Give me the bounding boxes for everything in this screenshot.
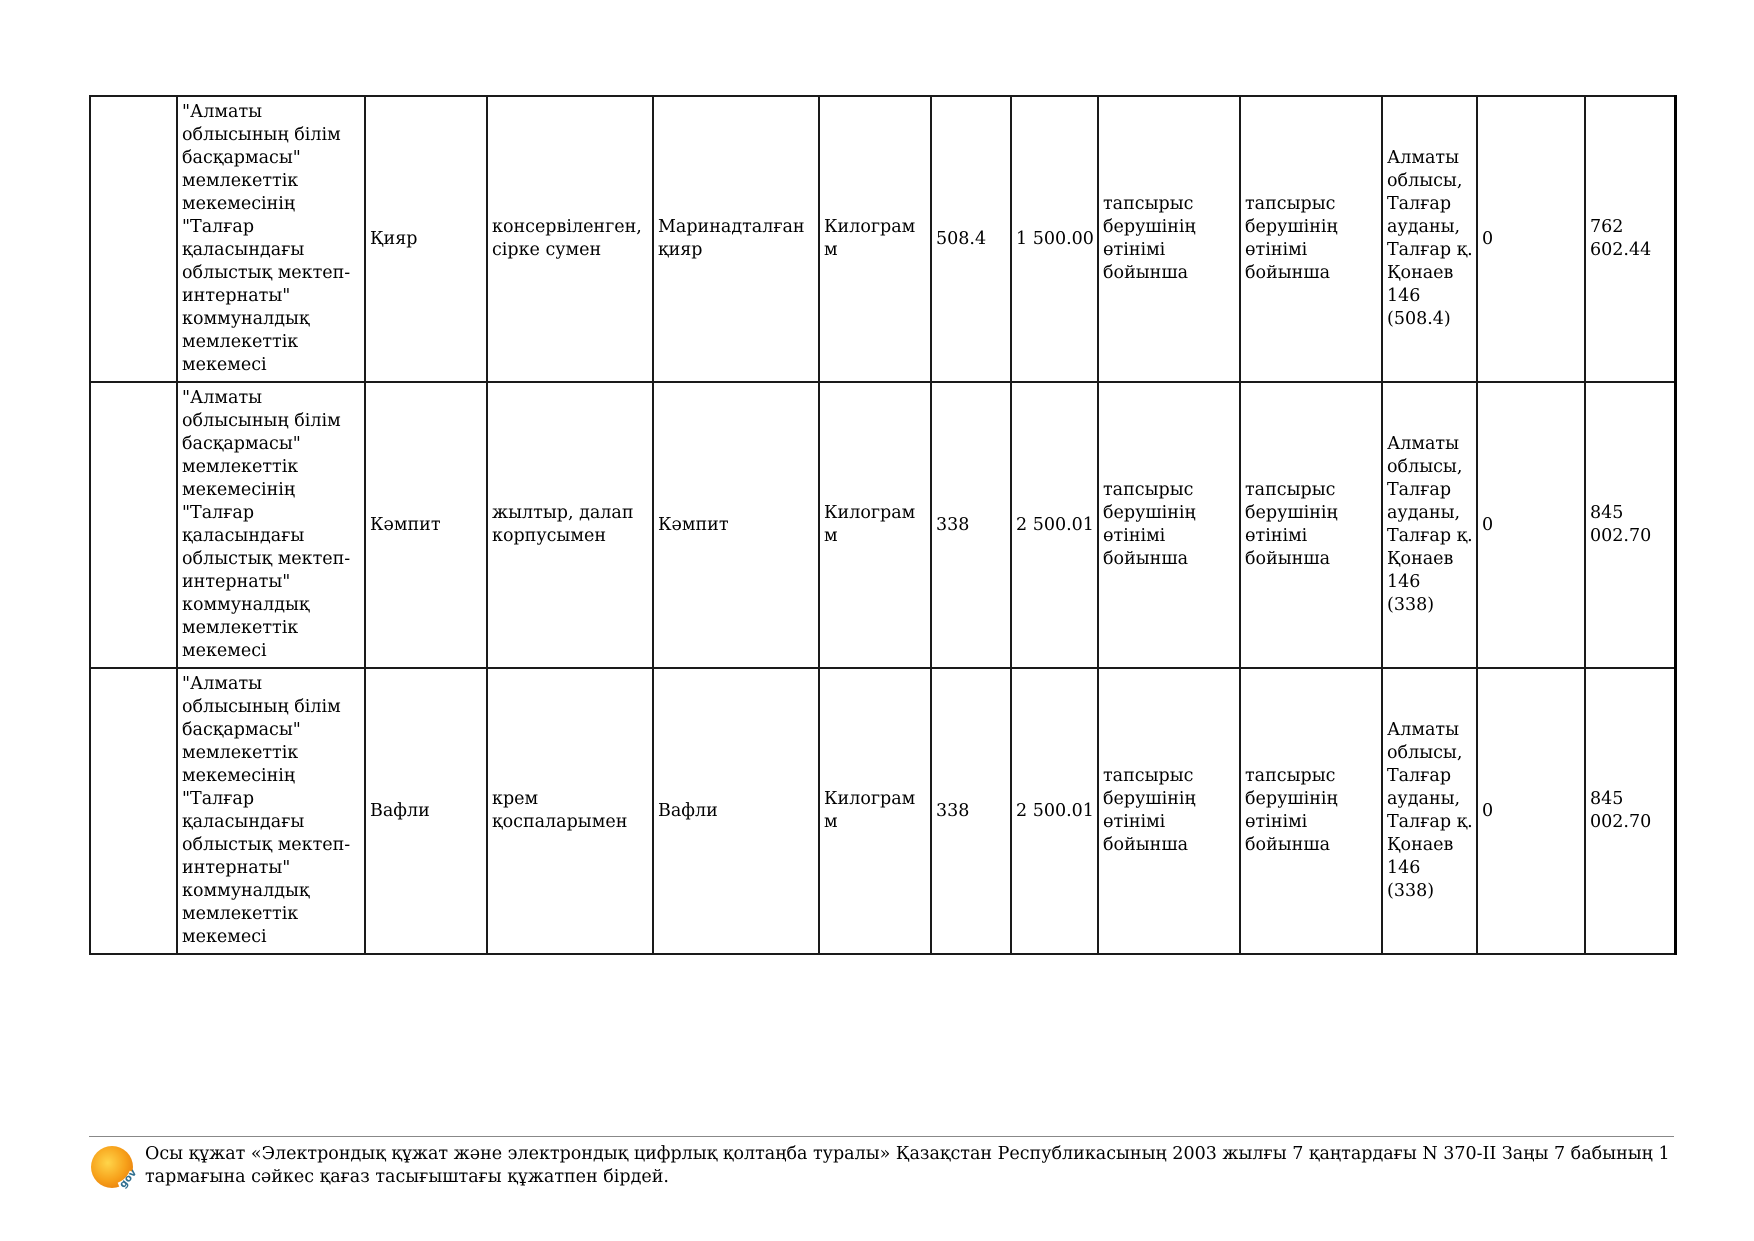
delivery-place-cell: Алматы облысы, Талғар ауданы, Талғар қ. Қонаев 146 (338) bbox=[1382, 668, 1477, 954]
unit-cell: Килограмм bbox=[819, 96, 931, 382]
quantity-cell: 338 bbox=[931, 382, 1011, 668]
delivery-term-cell: тапсырыс берушінің өтінімі бойынша bbox=[1098, 382, 1240, 668]
delivery-conditions-cell: тапсырыс берушінің өтінімі бойынша bbox=[1240, 382, 1382, 668]
item-name-cell: Қияр bbox=[365, 96, 487, 382]
advance-cell: 0 bbox=[1477, 668, 1585, 954]
characteristic-cell: консервіленген, сірке сумен bbox=[487, 96, 653, 382]
quantity-cell: 508.4 bbox=[931, 96, 1011, 382]
footer bbox=[89, 1140, 1674, 1192]
svg-text:gov: gov bbox=[117, 1167, 139, 1191]
customer-cell: "Алматы облысының білім басқармасы" мемлекеттік мекемесінің "Талғар қаласындағы облыстық мектеп-интернаты" коммуналдық мемлекеттік мекемесі bbox=[177, 382, 365, 668]
characteristic-cell: жылтыр, далап корпусымен bbox=[487, 382, 653, 668]
egov-sun-logo-icon bbox=[89, 1142, 139, 1192]
row-number-cell bbox=[90, 382, 177, 668]
price-cell: 1 500.00 bbox=[1011, 96, 1098, 382]
delivery-term-cell: тапсырыс берушінің өтінімі бойынша bbox=[1098, 668, 1240, 954]
table-row bbox=[90, 668, 1675, 954]
legal-notice-text: Осы құжат «Электрондық құжат және электрондық цифрлық қолтаңба туралы» Қазақстан Республикасының 2003 жылғы 7 қаңтардағы N 370-II Заңы 7 бабының 1 тармағына сәйкес қағаз тасығыштағы құжатпен бірдей. bbox=[145, 1144, 1670, 1187]
quantity-cell: 338 bbox=[931, 668, 1011, 954]
advance-cell: 0 bbox=[1477, 96, 1585, 382]
item-name-cell: Кәмпит bbox=[365, 382, 487, 668]
price-cell: 2 500.01 bbox=[1011, 668, 1098, 954]
table-row bbox=[90, 96, 1675, 382]
delivery-conditions-cell: тапсырыс берушінің өтінімі бойынша bbox=[1240, 96, 1382, 382]
delivery-conditions-cell: тапсырыс берушінің өтінімі бойынша bbox=[1240, 668, 1382, 954]
additional-description-cell: Кәмпит bbox=[653, 382, 819, 668]
total-cell: 762 602.44 bbox=[1585, 96, 1675, 382]
delivery-term-cell: тапсырыс берушінің өтінімі бойынша bbox=[1098, 96, 1240, 382]
procurement-table bbox=[89, 95, 1677, 955]
advance-cell: 0 bbox=[1477, 382, 1585, 668]
characteristic-cell: крем қоспаларымен bbox=[487, 668, 653, 954]
additional-description-cell: Маринадталған қияр bbox=[653, 96, 819, 382]
price-cell: 2 500.01 bbox=[1011, 382, 1098, 668]
delivery-place-cell: Алматы облысы, Талғар ауданы, Талғар қ. Қонаев 146 (338) bbox=[1382, 382, 1477, 668]
unit-cell: Килограмм bbox=[819, 668, 931, 954]
row-number-cell bbox=[90, 668, 177, 954]
delivery-place-cell: Алматы облысы, Талғар ауданы, Талғар қ. Қонаев 146 (508.4) bbox=[1382, 96, 1477, 382]
customer-cell: "Алматы облысының білім басқармасы" мемлекеттік мекемесінің "Талғар қаласындағы облыстық мектеп-интернаты" коммуналдық мемлекеттік мекемесі bbox=[177, 668, 365, 954]
footer-divider bbox=[89, 1136, 1674, 1137]
table-row bbox=[90, 382, 1675, 668]
unit-cell: Килограмм bbox=[819, 382, 931, 668]
customer-cell: "Алматы облысының білім басқармасы" мемлекеттік мекемесінің "Талғар қаласындағы облыстық мектеп-интернаты" коммуналдық мемлекеттік мекемесі bbox=[177, 96, 365, 382]
total-cell: 845 002.70 bbox=[1585, 382, 1675, 668]
item-name-cell: Вафли bbox=[365, 668, 487, 954]
additional-description-cell: Вафли bbox=[653, 668, 819, 954]
total-cell: 845 002.70 bbox=[1585, 668, 1675, 954]
row-number-cell bbox=[90, 96, 177, 382]
